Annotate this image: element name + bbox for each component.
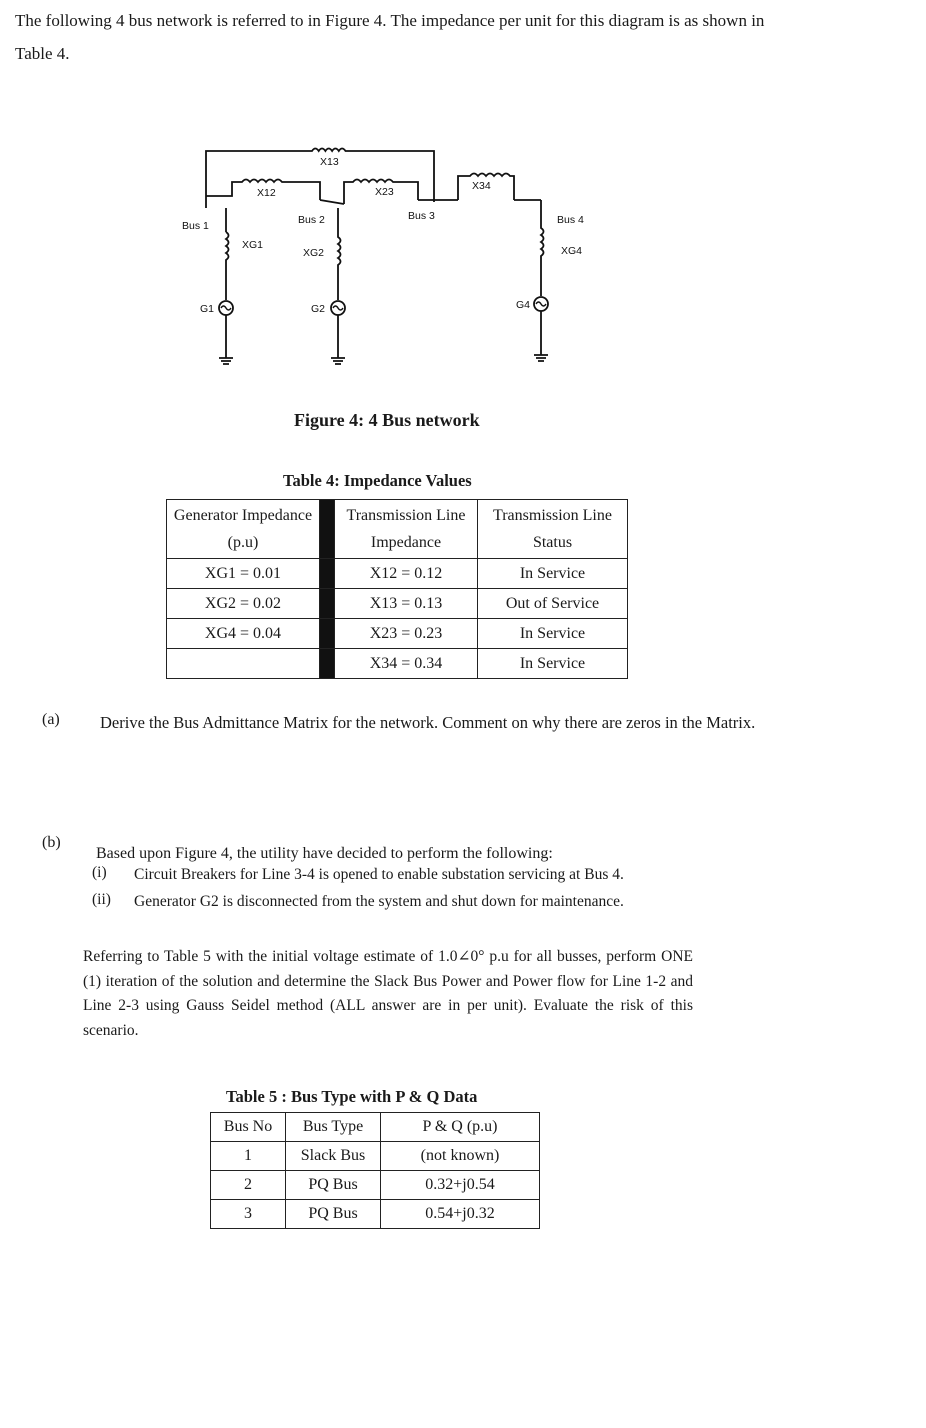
table-header-row (211, 1113, 540, 1142)
table-row (211, 1200, 540, 1229)
header-cell: Transmission Line Impedance (335, 500, 478, 559)
black-divider-cell (320, 559, 335, 589)
table-cell: 0.54+j0.32 (381, 1200, 540, 1229)
table-row (211, 1142, 540, 1171)
label-xg1: XG1 (242, 239, 264, 251)
reactance-xg4 (541, 200, 544, 296)
label-bus4: Bus 4 (557, 214, 584, 226)
table-cell: Slack Bus (286, 1142, 381, 1171)
table4-caption: Table 4: Impedance Values (283, 471, 472, 490)
table-row (167, 559, 628, 589)
intro-paragraph: The following 4 bus network is referred to in Figure 4. The impedance per unit for this diagram is as shown in Table 4. (15, 11, 765, 63)
header-cell: P & Q (p.u) (381, 1113, 540, 1142)
black-divider-cell (320, 500, 335, 559)
table-cell: 3 (211, 1200, 286, 1229)
table-cell: Out of Service (478, 589, 628, 619)
table-cell: X23 = 0.23 (335, 619, 478, 649)
black-divider-cell (320, 649, 335, 679)
part-b-item-text: Circuit Breakers for Line 3-4 is opened to enable substation servicing at Bus 4. (134, 866, 624, 883)
table-cell: XG1 = 0.01 (167, 559, 320, 589)
part-b-paragraph: Referring to Table 5 with the initial voltage estimate of 1.0∠0° p.u for all busses, perform ONE (1) iteration of the solution and determine the Slack Bus Power and Power flow for Line 1-2 and Line 2-3 using Gauss Seidel method (ALL answer are in per unit). Evaluate the risk of this scenario. (83, 948, 693, 1039)
table-cell: X13 = 0.13 (335, 589, 478, 619)
label-x34: X34 (472, 180, 491, 192)
part-b-item-number: (i) (92, 864, 107, 881)
part-b-item-text: Generator G2 is disconnected from the system and shut down for maintenance. (134, 893, 624, 910)
label-g1: G1 (200, 303, 215, 315)
header-cell: Bus Type (286, 1113, 381, 1142)
table-row (167, 649, 628, 679)
table-cell: XG2 = 0.02 (167, 589, 320, 619)
label-x12: X12 (257, 187, 276, 199)
table-cell: X34 = 0.34 (335, 649, 478, 679)
label-g4: G4 (516, 299, 531, 311)
table-cell: 1 (211, 1142, 286, 1171)
table-cell: In Service (478, 649, 628, 679)
part-b-item-number: (ii) (92, 891, 111, 908)
bus-type-table (210, 1112, 540, 1229)
table-cell: 0.32+j0.54 (381, 1171, 540, 1200)
table-cell: PQ Bus (286, 1171, 381, 1200)
bus-bar-2 (320, 200, 344, 204)
label-xg2: XG2 (303, 247, 325, 259)
table-row (167, 619, 628, 649)
header-cell: Transmission Line Status (478, 500, 628, 559)
part-b-label: (b) (42, 834, 61, 851)
label-xg4: XG4 (561, 245, 583, 257)
label-x23: X23 (375, 186, 394, 198)
header-cell: Bus No (211, 1113, 286, 1142)
black-divider-cell (320, 619, 335, 649)
part-a-question: Derive the Bus Admittance Matrix for the network. Comment on why there are zeros in the Matrix. (100, 713, 756, 732)
black-divider-cell (320, 589, 335, 619)
label-g2: G2 (311, 303, 326, 315)
table-cell: X12 = 0.12 (335, 559, 478, 589)
label-bus3: Bus 3 (408, 210, 435, 222)
table5-caption: Table 5 : Bus Type with P & Q Data (226, 1087, 478, 1106)
part-a-label: (a) (42, 711, 60, 728)
header-cell: Generator Impedance (p.u) (167, 500, 320, 559)
table-cell: (not known) (381, 1142, 540, 1171)
table-row (211, 1171, 540, 1200)
table-row (167, 589, 628, 619)
four-bus-network-diagram (150, 130, 600, 380)
table-cell: PQ Bus (286, 1200, 381, 1229)
table-cell: In Service (478, 619, 628, 649)
table-cell (167, 649, 320, 679)
table-header-row (167, 500, 628, 559)
label-bus2: Bus 2 (298, 214, 325, 226)
label-bus1: Bus 1 (182, 220, 209, 232)
part-b-intro: Based upon Figure 4, the utility have decided to perform the following: (96, 845, 553, 862)
impedance-table (166, 499, 628, 679)
reactance-xg2 (338, 208, 341, 300)
label-x13: X13 (320, 156, 339, 168)
figure-caption: Figure 4: 4 Bus network (294, 410, 480, 430)
reactance-xg1 (226, 232, 229, 300)
table-cell: In Service (478, 559, 628, 589)
table-cell: XG4 = 0.04 (167, 619, 320, 649)
table-cell: 2 (211, 1171, 286, 1200)
